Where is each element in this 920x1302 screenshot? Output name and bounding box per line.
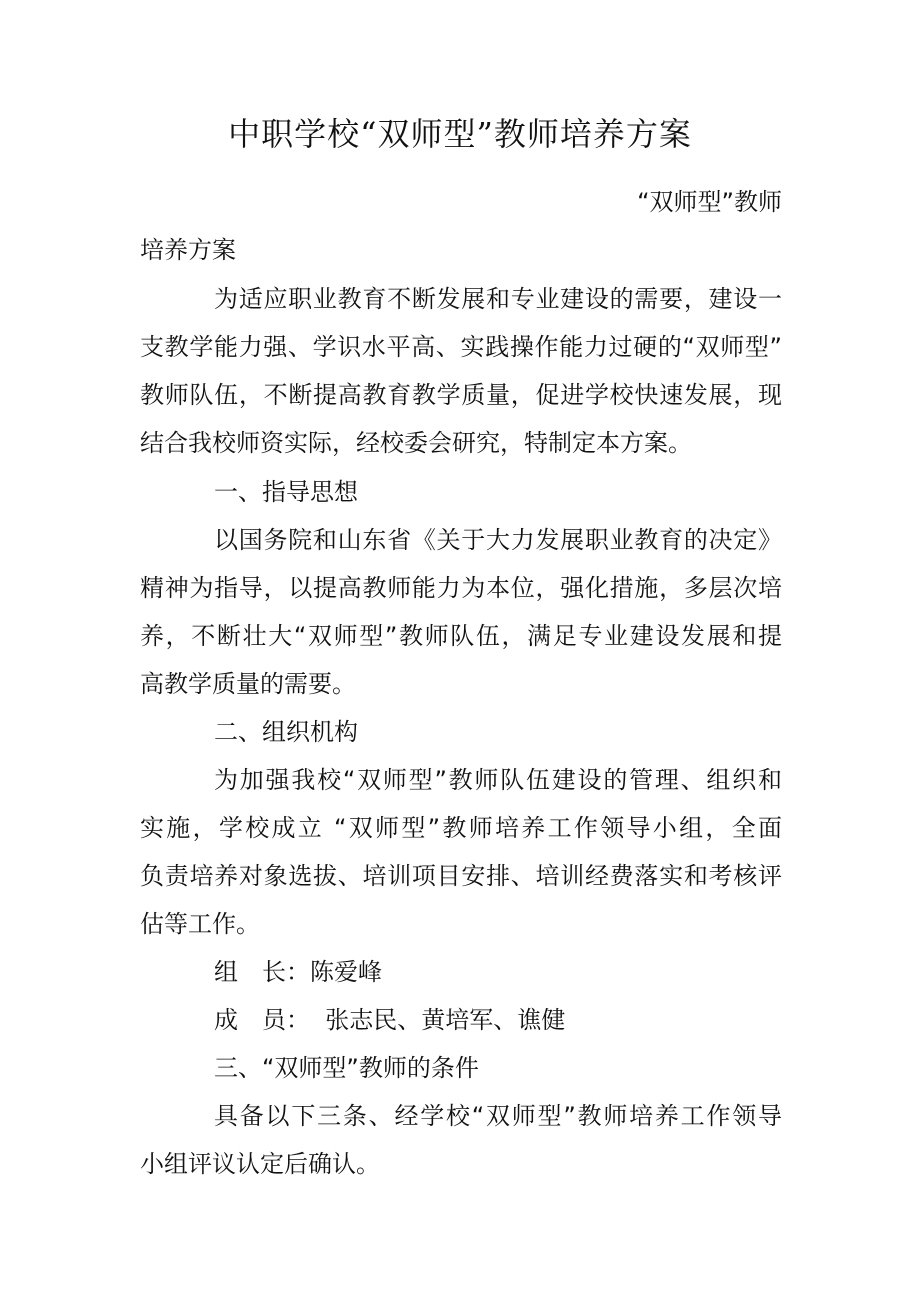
intro-line-2: 支教学能力强、学识水平高、实践操作能力过硬的“双师型” (140, 333, 782, 361)
subtitle-line-2: 培养方案 (140, 236, 236, 264)
section3-line-1: 具备以下三条、经学校“双师型”教师培养工作领导 (214, 1102, 782, 1130)
group-leader: 组 长：陈爱峰 (214, 958, 382, 986)
section2-line-3: 负责培养对象选拔、培训项目安排、培训经费落实和考核评 (140, 862, 782, 890)
intro-line-1: 为适应职业教育不断发展和专业建设的需要，建设一 (214, 285, 782, 313)
section2-line-4: 估等工作。 (140, 910, 260, 938)
section2-line-2: 实施，学校成立 “双师型”教师培养工作领导小组，全面 (140, 814, 782, 842)
section1-line-1: 以国务院和山东省《关于大力发展职业教育的决定》 (214, 526, 782, 554)
intro-line-4: 结合我校师资实际，经校委会研究，特制定本方案。 (140, 429, 692, 457)
document-title: 中职学校“双师型”教师培养方案 (228, 115, 692, 153)
section3-line-2: 小组评议认定后确认。 (140, 1150, 380, 1178)
section1-line-4: 高教学质量的需要。 (140, 670, 356, 698)
section-heading-conditions: 三、“双师型”教师的条件 (214, 1054, 479, 1082)
group-members: 成 员： 张志民、黄培军、谯健 (214, 1006, 566, 1034)
subtitle-line-1: “双师型”教师 (637, 188, 782, 216)
intro-line-3: 教师队伍，不断提高教育教学质量，促进学校快速发展，现 (140, 381, 782, 409)
section1-line-3: 养，不断壮大“双师型”教师队伍，满足专业建设发展和提 (140, 622, 782, 650)
section-heading-organization: 二、组织机构 (214, 718, 358, 746)
section1-line-2: 精神为指导，以提高教师能力为本位，强化措施，多层次培 (140, 574, 782, 602)
section-heading-guiding-thought: 一、指导思想 (214, 478, 358, 506)
section2-line-1: 为加强我校“双师型”教师队伍建设的管理、组织和 (214, 766, 782, 794)
